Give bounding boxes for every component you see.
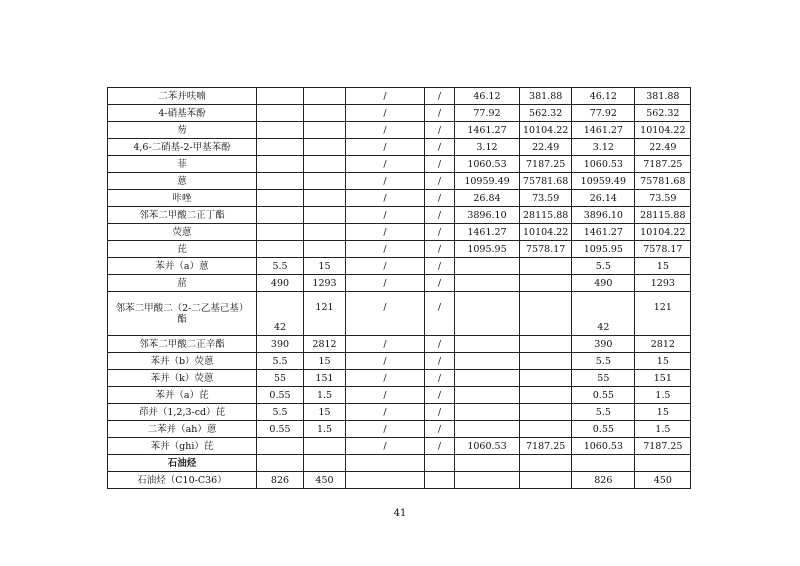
value-cell-e: 1461.27 — [455, 224, 520, 241]
value-cell-d: / — [425, 241, 455, 258]
value-cell-f — [520, 258, 572, 275]
value-cell-g: 0.55 — [572, 421, 635, 438]
compound-name-cell: 苯并（k）荧蒽 — [108, 370, 257, 387]
value-cell-f: 22.49 — [520, 139, 572, 156]
compound-name-cell: 4-硝基苯酚 — [108, 105, 257, 122]
value-cell-c: / — [346, 207, 425, 224]
value-cell-f: 7578.17 — [520, 241, 572, 258]
table-row — [108, 173, 691, 190]
value-cell-f — [520, 472, 572, 489]
value-cell-g: 1095.95 — [572, 241, 635, 258]
value-cell-g: 42 — [572, 292, 635, 336]
value-cell-a — [257, 207, 304, 224]
compound-name-cell: 石油烃 — [108, 455, 257, 472]
value-cell-a — [257, 122, 304, 139]
value-cell-c: / — [346, 292, 425, 336]
value-cell-g: 0.55 — [572, 387, 635, 404]
value-cell-e — [455, 404, 520, 421]
value-cell-h: 10104.22 — [635, 224, 691, 241]
value-cell-b: 151 — [304, 370, 346, 387]
value-cell-b — [304, 190, 346, 207]
value-cell-f: 10104.22 — [520, 224, 572, 241]
value-cell-b — [304, 241, 346, 258]
value-cell-h — [635, 455, 691, 472]
value-cell-a — [257, 241, 304, 258]
value-cell-h: 450 — [635, 472, 691, 489]
compound-name-cell: 石油烃（C10-C36） — [108, 472, 257, 489]
value-cell-d: / — [425, 336, 455, 353]
compound-name-cell: 邻苯二甲酸二正辛酯 — [108, 336, 257, 353]
value-cell-b: 450 — [304, 472, 346, 489]
value-cell-h: 10104.22 — [635, 122, 691, 139]
value-cell-b — [304, 105, 346, 122]
value-cell-e — [455, 387, 520, 404]
value-cell-c: / — [346, 241, 425, 258]
value-cell-a: 390 — [257, 336, 304, 353]
value-cell-b — [304, 207, 346, 224]
value-cell-d: / — [425, 353, 455, 370]
value-cell-g: 490 — [572, 275, 635, 292]
value-cell-h: 562.32 — [635, 105, 691, 122]
value-cell-e: 1461.27 — [455, 122, 520, 139]
value-cell-b — [304, 438, 346, 455]
table-row — [108, 190, 691, 207]
value-cell-b — [304, 122, 346, 139]
value-cell-e: 1060.53 — [455, 156, 520, 173]
value-cell-g — [572, 455, 635, 472]
compound-name-cell: 4,6-二硝基-2-甲基苯酚 — [108, 139, 257, 156]
value-cell-d: / — [425, 173, 455, 190]
value-cell-c: / — [346, 370, 425, 387]
value-cell-a — [257, 190, 304, 207]
value-cell-c: / — [346, 275, 425, 292]
value-cell-g: 1060.53 — [572, 156, 635, 173]
value-cell-d: / — [425, 139, 455, 156]
value-cell-c: / — [346, 190, 425, 207]
compound-name-cell: 芘 — [108, 241, 257, 258]
value-cell-h: 381.88 — [635, 88, 691, 105]
value-cell-b: 121 — [304, 292, 346, 336]
value-cell-a: 55 — [257, 370, 304, 387]
table-row — [108, 241, 691, 258]
value-cell-g: 826 — [572, 472, 635, 489]
value-cell-b — [304, 156, 346, 173]
table-row — [108, 353, 691, 370]
value-cell-c: / — [346, 353, 425, 370]
value-cell-g: 46.12 — [572, 88, 635, 105]
value-cell-b: 15 — [304, 353, 346, 370]
value-cell-b: 1.5 — [304, 421, 346, 438]
value-cell-d: / — [425, 224, 455, 241]
value-cell-f — [520, 275, 572, 292]
value-cell-d: / — [425, 387, 455, 404]
value-cell-c: / — [346, 122, 425, 139]
value-cell-a — [257, 173, 304, 190]
value-cell-h: 15 — [635, 404, 691, 421]
table-row — [108, 292, 691, 336]
value-cell-f — [520, 387, 572, 404]
value-cell-d: / — [425, 88, 455, 105]
table-row — [108, 139, 691, 156]
value-cell-d — [425, 455, 455, 472]
value-cell-e: 46.12 — [455, 88, 520, 105]
value-cell-h: 7578.17 — [635, 241, 691, 258]
table-row — [108, 258, 691, 275]
value-cell-e: 1095.95 — [455, 241, 520, 258]
value-cell-f — [520, 370, 572, 387]
table-body — [108, 88, 691, 489]
value-cell-d: / — [425, 275, 455, 292]
value-cell-h: 15 — [635, 353, 691, 370]
value-cell-a: 826 — [257, 472, 304, 489]
value-cell-e: 26.84 — [455, 190, 520, 207]
table-row — [108, 275, 691, 292]
compound-name-cell: 䓛 — [108, 275, 257, 292]
value-cell-c: / — [346, 438, 425, 455]
value-cell-g: 5.5 — [572, 258, 635, 275]
table-row — [108, 224, 691, 241]
value-cell-g: 77.92 — [572, 105, 635, 122]
value-cell-f: 10104.22 — [520, 122, 572, 139]
data-table — [107, 87, 691, 489]
compound-name-cell: 菲 — [108, 156, 257, 173]
value-cell-e: 3896.10 — [455, 207, 520, 224]
compound-name-cell: 荧蒽 — [108, 224, 257, 241]
compound-name-cell: 二苯并（ah）蒽 — [108, 421, 257, 438]
table-row — [108, 156, 691, 173]
value-cell-f — [520, 292, 572, 336]
value-cell-f: 562.32 — [520, 105, 572, 122]
value-cell-g: 390 — [572, 336, 635, 353]
value-cell-e: 1060.53 — [455, 438, 520, 455]
value-cell-a: 490 — [257, 275, 304, 292]
value-cell-f: 28115.88 — [520, 207, 572, 224]
value-cell-a: 5.5 — [257, 353, 304, 370]
compound-name-cell: 苯并（a）蒽 — [108, 258, 257, 275]
value-cell-f: 7187.25 — [520, 156, 572, 173]
value-cell-b: 2812 — [304, 336, 346, 353]
value-cell-d: / — [425, 156, 455, 173]
value-cell-b — [304, 139, 346, 156]
value-cell-e: 77.92 — [455, 105, 520, 122]
value-cell-f — [520, 404, 572, 421]
value-cell-c: / — [346, 336, 425, 353]
value-cell-a: 42 — [257, 292, 304, 336]
value-cell-h: 1.5 — [635, 421, 691, 438]
value-cell-c: / — [346, 105, 425, 122]
table-row — [108, 438, 691, 455]
value-cell-d: / — [425, 438, 455, 455]
value-cell-a — [257, 224, 304, 241]
value-cell-d: / — [425, 404, 455, 421]
table-row — [108, 455, 691, 472]
value-cell-g: 1060.53 — [572, 438, 635, 455]
value-cell-g: 5.5 — [572, 404, 635, 421]
value-cell-a — [257, 105, 304, 122]
value-cell-e — [455, 353, 520, 370]
value-cell-e — [455, 421, 520, 438]
value-cell-a: 5.5 — [257, 404, 304, 421]
compound-name-cell: 苯并（a）芘 — [108, 387, 257, 404]
value-cell-e — [455, 336, 520, 353]
value-cell-g: 10959.49 — [572, 173, 635, 190]
compound-name-cell: 芴 — [108, 122, 257, 139]
value-cell-h: 1293 — [635, 275, 691, 292]
value-cell-h: 22.49 — [635, 139, 691, 156]
value-cell-f: 75781.68 — [520, 173, 572, 190]
compound-name-cell: 咔唑 — [108, 190, 257, 207]
value-cell-d: / — [425, 122, 455, 139]
value-cell-f — [520, 421, 572, 438]
value-cell-c: / — [346, 224, 425, 241]
value-cell-h: 121 — [635, 292, 691, 336]
value-cell-a — [257, 88, 304, 105]
table-row — [108, 105, 691, 122]
value-cell-g: 5.5 — [572, 353, 635, 370]
value-cell-c — [346, 455, 425, 472]
compound-name-cell: 苯并（ghi）芘 — [108, 438, 257, 455]
value-cell-h: 28115.88 — [635, 207, 691, 224]
value-cell-c: / — [346, 387, 425, 404]
compound-name-cell: 邻苯二甲酸二（2-二乙基己基）酯 — [108, 292, 257, 336]
value-cell-d: / — [425, 258, 455, 275]
value-cell-g: 1461.27 — [572, 224, 635, 241]
value-cell-f — [520, 353, 572, 370]
value-cell-d: / — [425, 370, 455, 387]
value-cell-h: 151 — [635, 370, 691, 387]
value-cell-b: 1.5 — [304, 387, 346, 404]
value-cell-a: 0.55 — [257, 421, 304, 438]
value-cell-e — [455, 258, 520, 275]
value-cell-h: 75781.68 — [635, 173, 691, 190]
value-cell-c: / — [346, 173, 425, 190]
value-cell-c: / — [346, 404, 425, 421]
value-cell-d — [425, 472, 455, 489]
value-cell-e — [455, 275, 520, 292]
value-cell-c: / — [346, 258, 425, 275]
value-cell-a: 5.5 — [257, 258, 304, 275]
table-row — [108, 472, 691, 489]
compound-name-cell: 邻苯二甲酸二正丁酯 — [108, 207, 257, 224]
value-cell-c: / — [346, 139, 425, 156]
value-cell-d: / — [425, 421, 455, 438]
compound-name-cell: 茚并（1,2,3-cd）芘 — [108, 404, 257, 421]
value-cell-e — [455, 370, 520, 387]
value-cell-b: 15 — [304, 258, 346, 275]
value-cell-b: 1293 — [304, 275, 346, 292]
value-cell-e — [455, 292, 520, 336]
value-cell-f: 73.59 — [520, 190, 572, 207]
value-cell-f — [520, 455, 572, 472]
value-cell-d: / — [425, 292, 455, 336]
value-cell-g: 3.12 — [572, 139, 635, 156]
value-cell-c: / — [346, 156, 425, 173]
value-cell-c — [346, 472, 425, 489]
value-cell-e: 10959.49 — [455, 173, 520, 190]
value-cell-f — [520, 336, 572, 353]
compound-name-cell: 苯并（b）荧蒽 — [108, 353, 257, 370]
value-cell-a — [257, 156, 304, 173]
value-cell-b — [304, 88, 346, 105]
value-cell-g: 55 — [572, 370, 635, 387]
value-cell-b: 15 — [304, 404, 346, 421]
table-row — [108, 336, 691, 353]
value-cell-b — [304, 224, 346, 241]
table-row — [108, 88, 691, 105]
table-row — [108, 370, 691, 387]
compound-name-cell: 二苯并呋喃 — [108, 88, 257, 105]
value-cell-e — [455, 455, 520, 472]
value-cell-a — [257, 139, 304, 156]
value-cell-f: 381.88 — [520, 88, 572, 105]
value-cell-d: / — [425, 207, 455, 224]
value-cell-g: 3896.10 — [572, 207, 635, 224]
value-cell-f: 7187.25 — [520, 438, 572, 455]
value-cell-h: 7187.25 — [635, 438, 691, 455]
value-cell-c: / — [346, 88, 425, 105]
page-number: 41 — [393, 508, 407, 519]
value-cell-a — [257, 438, 304, 455]
value-cell-g: 26.14 — [572, 190, 635, 207]
table-row — [108, 387, 691, 404]
table-row — [108, 122, 691, 139]
value-cell-b — [304, 173, 346, 190]
value-cell-d: / — [425, 105, 455, 122]
value-cell-g: 1461.27 — [572, 122, 635, 139]
value-cell-h: 15 — [635, 258, 691, 275]
table-row — [108, 404, 691, 421]
value-cell-a — [257, 455, 304, 472]
value-cell-h: 73.59 — [635, 190, 691, 207]
value-cell-e — [455, 472, 520, 489]
value-cell-d: / — [425, 190, 455, 207]
compound-name-cell: 蒽 — [108, 173, 257, 190]
table-row — [108, 207, 691, 224]
value-cell-a: 0.55 — [257, 387, 304, 404]
value-cell-e: 3.12 — [455, 139, 520, 156]
value-cell-c: / — [346, 421, 425, 438]
value-cell-h: 7187.25 — [635, 156, 691, 173]
table-row — [108, 421, 691, 438]
value-cell-h: 1.5 — [635, 387, 691, 404]
value-cell-h: 2812 — [635, 336, 691, 353]
value-cell-b — [304, 455, 346, 472]
